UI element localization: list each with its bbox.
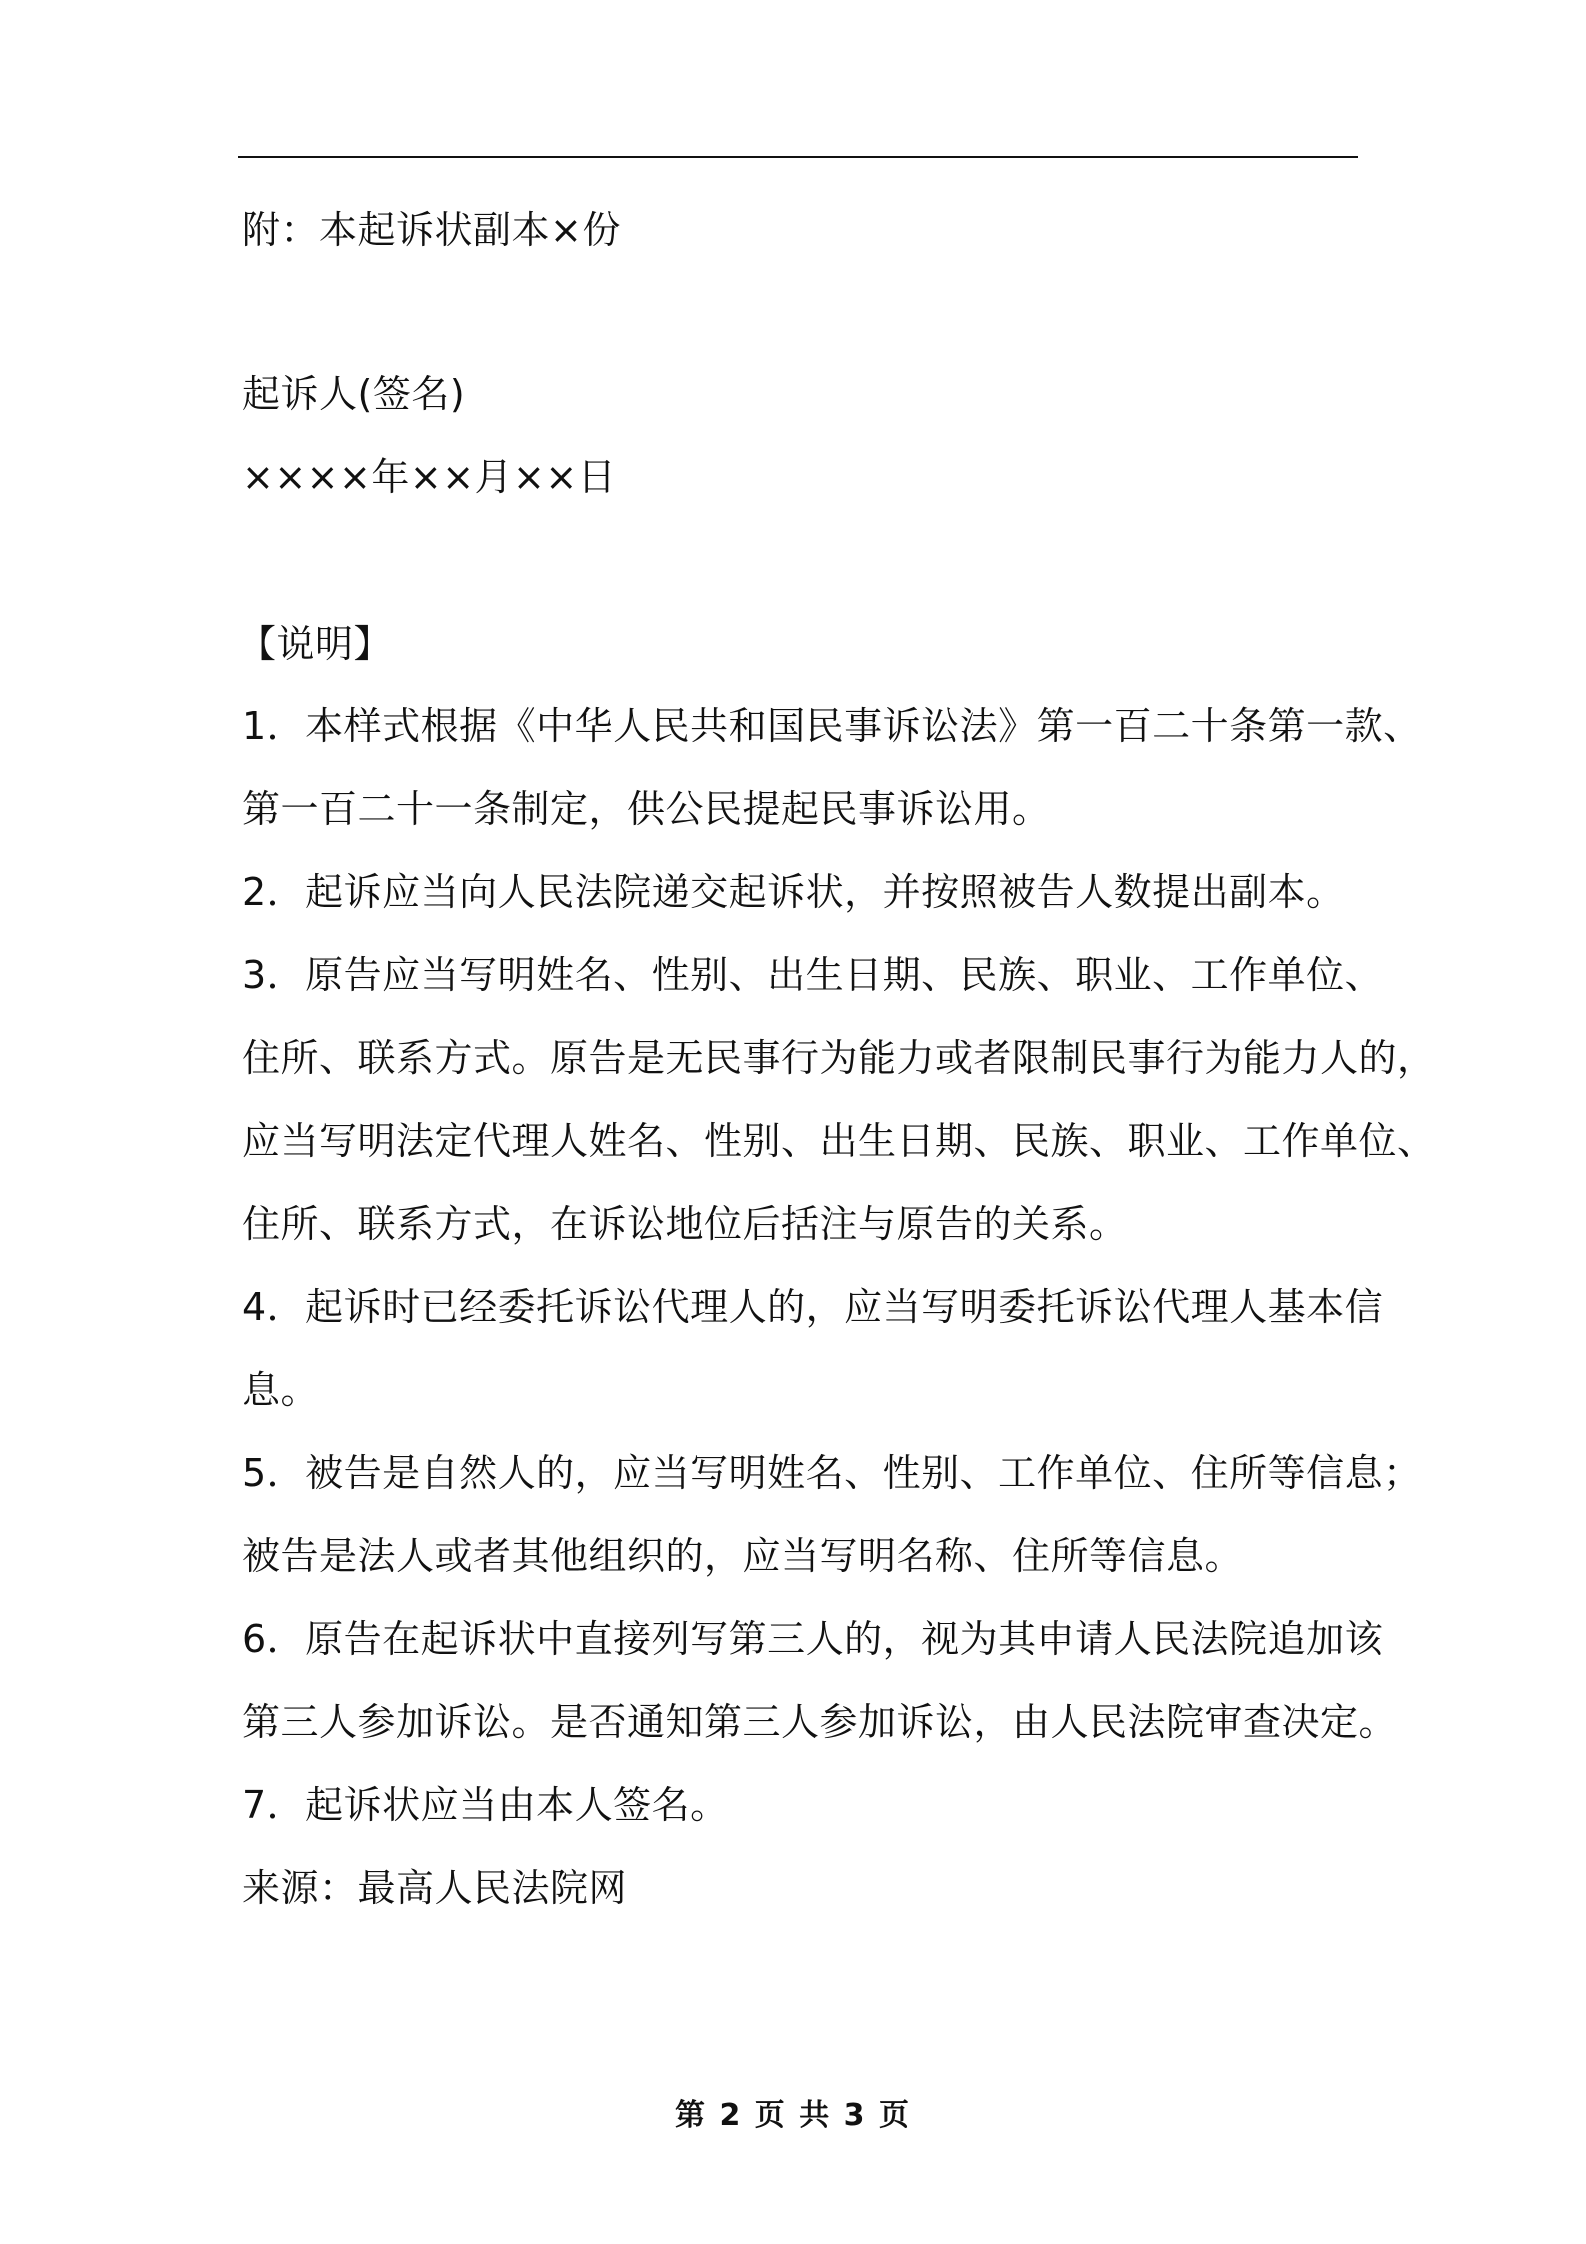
note-line: 被告是法人或者其他组织的，应当写明名称、住所等信息。 xyxy=(242,1534,1244,1578)
signature-label: 起诉人(签名) xyxy=(242,372,466,416)
date-placeholder: ××××年××月××日 xyxy=(242,455,617,499)
note-line: 6．原告在起诉状中直接列写第三人的，视为其申请人民法院追加该 xyxy=(242,1617,1384,1661)
note-line: 5．被告是自然人的，应当写明姓名、性别、工作单位、住所等信息； xyxy=(242,1451,1422,1495)
note-line: 2．起诉应当向人民法院递交起诉状，并按照被告人数提出副本。 xyxy=(242,870,1345,914)
note-line: 1．本样式根据《中华人民共和国民事诉讼法》第一百二十条第一款、 xyxy=(242,704,1422,748)
note-line: 住所、联系方式。原告是无民事行为能力或者限制民事行为能力人的， xyxy=(242,1036,1436,1080)
note-line: 住所、联系方式，在诉讼地位后括注与原告的关系。 xyxy=(242,1202,1128,1246)
source-line: 来源：最高人民法院网 xyxy=(242,1866,628,1910)
page-indicator: 第 2 页 共 3 页 xyxy=(675,2098,911,2133)
note-line: 息。 xyxy=(242,1368,320,1412)
note-line: 3．原告应当写明姓名、性别、出生日期、民族、职业、工作单位、 xyxy=(242,953,1384,997)
note-line: 应当写明法定代理人姓名、性别、出生日期、民族、职业、工作单位、 xyxy=(242,1119,1436,1163)
note-line: 7．起诉状应当由本人签名。 xyxy=(242,1783,729,1827)
attachment-line: 附：本起诉状副本×份 xyxy=(242,208,621,252)
note-line: 4．起诉时已经委托诉讼代理人的，应当写明委托诉讼代理人基本信 xyxy=(242,1285,1384,1329)
note-line: 第三人参加诉讼。是否通知第三人参加诉讼，由人民法院审查决定。 xyxy=(242,1700,1398,1744)
note-line: 第一百二十一条制定，供公民提起民事诉讼用。 xyxy=(242,787,1051,831)
header-rule xyxy=(238,156,1358,158)
notes-heading: 【说明】 xyxy=(238,622,393,666)
